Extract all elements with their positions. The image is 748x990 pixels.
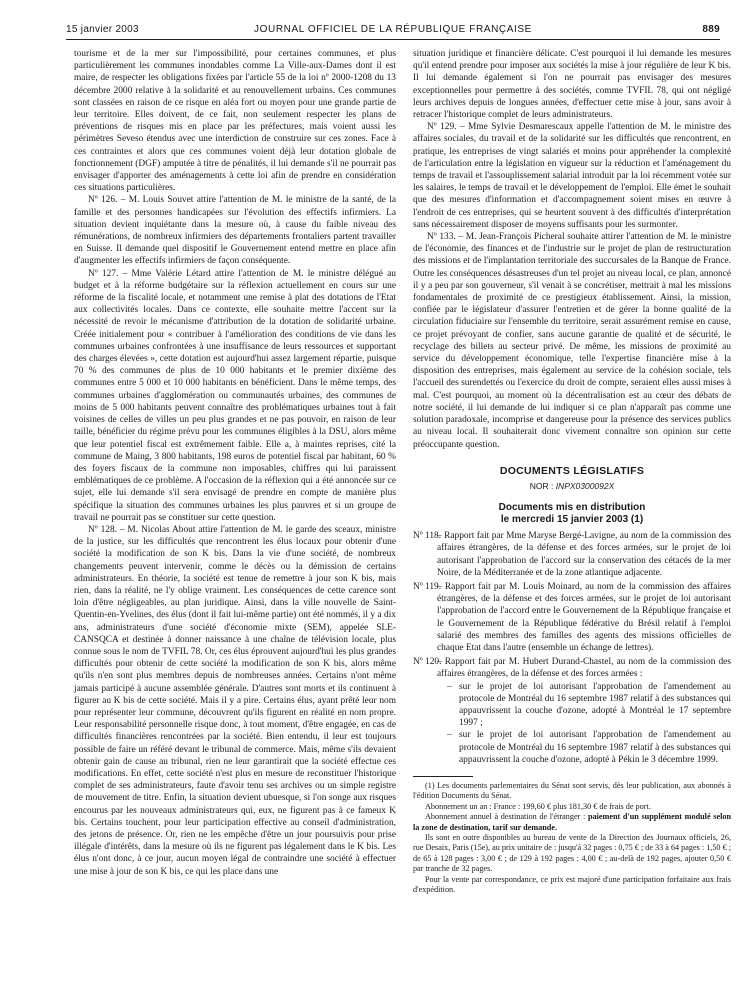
footnote-foreign-bold: paiement d'un supplément modulé selon la zone de destination, tarif sur demande. xyxy=(413,812,732,832)
sub-item xyxy=(437,729,731,766)
left-column xyxy=(74,48,396,878)
item-text: – Rapport fait par M. Hubert Durand-Chastel, au nom de la commission des affaires étrangères, de la défense et des forces armées : xyxy=(437,657,731,680)
sub-item xyxy=(437,681,731,730)
item-number: Nº 119. xyxy=(413,581,442,592)
header-date: 15 janvier 2003 xyxy=(66,24,139,35)
footnote-1: (1) Les documents parlementaires du Sénat sont servis, dès leur publication, aux abonnés à l'édition Documents du Sénat. xyxy=(413,780,731,801)
distribution-line-1: Documents mis en distribution xyxy=(498,502,646,514)
page-header xyxy=(66,22,720,40)
nor-code: INPX0300092X xyxy=(555,480,615,491)
list-item xyxy=(413,581,731,654)
sub-item-text: sur le projet de loi autorisant l'approbation de l'amendement au protocole de Montréal du 16 septembre 1987 relatif à des substances qui appauvrissent la couche d'ozone, adopté à Pékin le 3 décembre 1999. xyxy=(459,730,731,765)
item-number: Nº 120. xyxy=(413,657,442,668)
question-126: Nº 126. – M. Louis Souvet attire l'attention de M. le ministre de la santé, de la famille et des personnes handicapées sur l'évolution des effectifs infirmiers. La situation devient inquiétante dans la mesure où, à cause du faible niveau des rémunérations, de nombreux infirmiers des départements frontaliers partent travailler en Suisse. Il demande quel dispositif le Gouvernement entend mettre en place afin d'augmenter les effectifs infirmiers de façon conséquente. xyxy=(74,195,396,267)
header-rule xyxy=(66,39,720,40)
footnote-mail: Pour la vente par correspondance, ce prix est majoré d'une participation forfaitaire aux frais d'expédition. xyxy=(413,874,731,895)
footnote-prices: Ils sont en outre disponibles au bureau de vente de la Direction des Journaux officiels, 26, rue Desaix, Paris (15e), au prix unitaire de : jusqu'à 32 pages : 0,75 € ; de 33 à 64 pages : 1,50 € ; de 65 à 128 pages : 3,00 € ; de 129 à 192 pages : 4,00 € ; au-delà de 192 pages, ajouter 0,50 € par tranche de 32 pages. xyxy=(413,833,731,874)
question-133: Nº 133. – M. Jean-François Picheral souhaite attirer l'attention de M. le ministre de l'économie, des finances et de l'industrie sur le projet de plan de restructuration des missions et de l'implantation territoriale des succursales de la Banque de France. Outre les conséquences désastreuses d'un tel projet au niveau local, ce plan, annoncé il y a peu par son gouverneur, s'il venait à se concrétiser, mettrait à mal les missions fondamentales de proximité de ce prestigieux établissement. Ainsi, la mission, confiée par le législateur d'assurer l'entretien et de gérer la bonne qualité de la circulation fiduciaire sur l'ensemble du territoire, serait assurément remise en cause, ce projet prévoyant de confier, sans aucune garantie de qualité et de sécurité, le recyclage des billets au secteur privé. De même, les missions de proximité au service du développement économique, telle l'expertise financière mise à la disposition des entreprises, mais également au service de la cohésion sociale, tels l'accueil des surendettés ou l'exercice du droit de compte, seraient elles aussi mises à mal. C'est pourquoi, au moment où la décentralisation est au cœur des débats de notre société, il lui demande de lui indiquer si ce plan n'apparaît pas comme une solution paradoxale, incomprise et dangereuse pour la présence des services publics au niveau local. Il souhaiterait donc vivement connaître son opinion sur cette préoccupante question. xyxy=(413,232,731,450)
footnotes xyxy=(413,781,731,895)
dash-marker: – xyxy=(447,730,452,741)
right-column xyxy=(413,48,731,895)
item-text: – Rapport fait par Mme Maryse Bergé-Lavigne, au nom de la commission des affaires étrangères, de la défense et des forces armées, sur le projet de loi autorisant l'approbation de l'accord sur la conservation des cétacés de la mer Noire, de la Méditerranée et de la zone atlantique adjacente. xyxy=(437,531,731,578)
question-127: Nº 127. – Mme Valérie Létard attire l'attention de M. le ministre délégué au budget et à la réforme budgétaire sur la réflexion actuellement en cours sur une réforme de la fiscalité locale, et notamment une remise à plat des dotations de l'Etat aux collectivités locales. Dans ce contexte, elle souhaite mettre l'accent sur la nécessité de revoir le mécanisme d'attribution de la dotation de solidarité urbaine. Créée initialement pour « contribuer à l'amélioration des conditions de vie dans les communes urbaines confrontées à une insuffisance de leurs ressources et supportant des charges élevées », cette dotation est aujourd'hui assez largement répartie, puisque 70 % des communes de plus de 10 000 habitants et le premier dixième des communes entre 5 000 et 10 000 habitants en bénéficient. Dans le même temps, des communes urbaines d'agglomération ou communautés urbaines, des communes de moins de 5 000 habitants peuvent connaître des problématiques urbaines tout à fait voisines de celles de villes un peu plus grandes et ne pas pouvoir, en raison de leur taille, bénéficier du régime prévu pour les communes éligibles à la DSU, alors même que leur potentiel fiscal est extrêmement faible. Elle a, à maintes reprises, cité la commune de Maing, 3 800 habitants, 198 euros de potentiel fiscal par habitant, 60 % des foyers fiscaux de la commune non imposables, chiffres qui lui paraissent emblématiques de ce problème. A l'occasion de la réflexion qui a été annoncée sur ce sujet, elle lui demande s'il sera envisagé de prendre en compte de manière plus spécifique la situation des communes urbaines les plus pauvres et si un groupe de travail ne pourrait pas se constituer sur cette question. xyxy=(74,268,396,523)
nor-reference xyxy=(413,480,731,492)
document-list xyxy=(413,530,731,766)
header-title: JOURNAL OFFICIEL DE LA RÉPUBLIQUE FRANÇAISE xyxy=(254,24,532,35)
distribution-heading xyxy=(413,502,731,526)
distribution-line-2: le mercredi 15 janvier 2003 (1) xyxy=(500,514,644,526)
dash-marker: – xyxy=(447,681,452,692)
question-128-end: situation juridique et financière délicate. C'est pourquoi il lui demande les mesures qu'il entend prendre pour imposer aux sociétés la mise à jour régulière de leur K bis. Il lui demande également si l'on ne pourrait pas envisager des mesures exceptionnelles pour permettre à des sociétés, comme TVFIL 78, qui ont négligé leurs archives depuis de longues années, d'effectuer cette mise à jour, sans avoir à retracer l'historique complet de leurs administrateurs. xyxy=(413,49,731,121)
question-129: Nº 129. – Mme Sylvie Desmarescaux appelle l'attention de M. le ministre des affaires sociales, du travail et de la solidarité sur les difficultés que rencontrent, en pratique, les entreprises de vingt salariés et moins pour appréhender la complexité de l'articulation entre la législation en vigueur sur la réduction et l'aménagement du temps de travail et l'assouplissement salarial introduit par la loi récemment votée sur les salaires, le temps de travail et le développement de l'emploi. Elle émet le souhait que des mesures d'information et d'accompagnement soient mises en œuvre à l'endroit de ces entreprises, qui se heurtent souvent à des difficultés d'interprétation sans nécessairement disposer de moyens suffisants pour les surmonter. xyxy=(413,122,731,230)
item-text: – Rapport fait par M. Louis Moinard, au nom de la commission des affaires étrangères, de la défense et des forces armées, sur le projet de loi autorisant l'approbation de l'accord entre le Gouvernement de la République française et le Gouvernement de la République fédérative du Brésil relatif à l'emploi salarié des membres des familles des agents des missions officielles de chaque Etat dans l'autre (ensemble un échange de lettres). xyxy=(437,581,731,653)
list-item xyxy=(413,530,731,579)
footnote-rule xyxy=(413,776,473,777)
item-number: Nº 118. xyxy=(413,531,442,542)
footnote-foreign-label: Abonnement annuel à destination de l'étranger : xyxy=(425,812,588,822)
page-number: 889 xyxy=(702,24,720,35)
footnote-subscription: Abonnement un an : France : 199,60 € plus 181,30 € de frais de port. xyxy=(425,801,651,811)
question-125-end: tourisme et de la mer sur l'impossibilité, pour certaines communes, et plus particulièrement les communes inondables comme La Ville-aux-Dames dont il est maire, de respecter les obligations fixées par l'article 55 de la loi nº 2000-1208 du 13 décembre 2000 relative à la solidarité et au renouvellement urbains. Ces communes sont classées en raison de ce risque en aléa fort ou moyen pour une grande partie de leur territoire. Elles doivent, de ce fait, non seulement respecter les plans de préventions de risques mis en place par les préfectures, mais voient aussi les périmètres Seveso étendus avec une interdiction de construire sur ces zones. Face à ces contraintes et alors que ces communes voient déjà leur dotation globale de fonctionnement (DGF) amputée à titre de pénalités, il lui demande s'il ne pourrait pas envisager d'apporter des aménagements à cette loi afin de prendre en considération ces situations particulières. xyxy=(74,49,396,194)
question-128: Nº 128. – M. Nicolas About attire l'attention de M. le garde des sceaux, ministre de la justice, sur les difficultés que rencontrent les élus locaux pour obtenir d'une société la modification de son K bis. Dans la vie d'une société, de nombreux changements peuvent intervenir, comme le décès ou la démission de certains administrateurs. En théorie, la société est tenue de remettre à jour son K bis, mais rien, dans la réalité, ne l'y oblige vraiment. Les conséquences de cette carence sont loin d'être négligeables, au plan juridique. Ainsi, dans la ville nouvelle de Saint-Quentin-en-Yvelines, des élus (dont il fait lui-même partie) ont été nommés, il y a dix ans, administrateurs d'une société d'économie mixte (SEM), appelée SLE-CANSQCA et destinée à donner naissance à une chaîne de télévision locale, plus connue sous le nom de TVFIL 78. Or, ces élus éprouvent aujourd'hui les plus grandes difficultés pour obtenir de cette société la modification de son K bis, alors même qu'ils n'en sont plus membres depuis de nombreuses années. Certains n'ont même jamais participé à aucune assemblée générale. D'autres sont morts et ils continuent à figurer au K bis de cette société. Mais il y a pire. Certains élus, ayant prêté leur nom pour représenter leur commune, découvrent qu'ils figurent en réalité en nom propre. Leur responsabilité personnelle risque donc, à tout moment, d'être engagée, en cas de difficultés financières rencontrées par la société. Bien entendu, il leur est toujours possible de faire un référé devant le tribunal de commerce. Mais, même s'ils devaient obtenir gain de cause au tribunal, rien ne leur garantirait que la société effectue ces modifications. En effet, cette société n'est plus en mesure de reconstituer l'historique complet de ses administrateurs, faute d'avoir tenu ses archives ou un simple registre de mouvement de titre. Enfin, la situation devient ubuesque, si l'on songe aux risques encourus par les nouveaux administrateurs qui, eux, ne figurent pas à ce fameux K bis. Certains touchent, pour leur participation effective au conseil d'administration, des jetons de présence. Or, rien ne les empêche d'être un jour poursuivis pour prise illégale d'intérêts, dans la mesure où ils ne figurent pas légalement dans le K bis. Les élus n'ont donc, à ce jour, aucun moyen légal de contraindre une société à effectuer une mise à jour de son K bis, ce qui les place dans une xyxy=(74,524,396,877)
footnote-foreign xyxy=(413,812,731,833)
sub-item-text: sur le projet de loi autorisant l'approbation de l'amendement au protocole de Montréal du 16 septembre 1987 relatif à des substances qui appauvrissent la couche d'ozone, adopté à Montréal le 17 septembre 1997 ; xyxy=(459,681,731,729)
section-title: DOCUMENTS LÉGISLATIFS xyxy=(499,464,645,477)
list-item xyxy=(413,656,731,766)
nor-label: NOR : xyxy=(529,480,556,491)
